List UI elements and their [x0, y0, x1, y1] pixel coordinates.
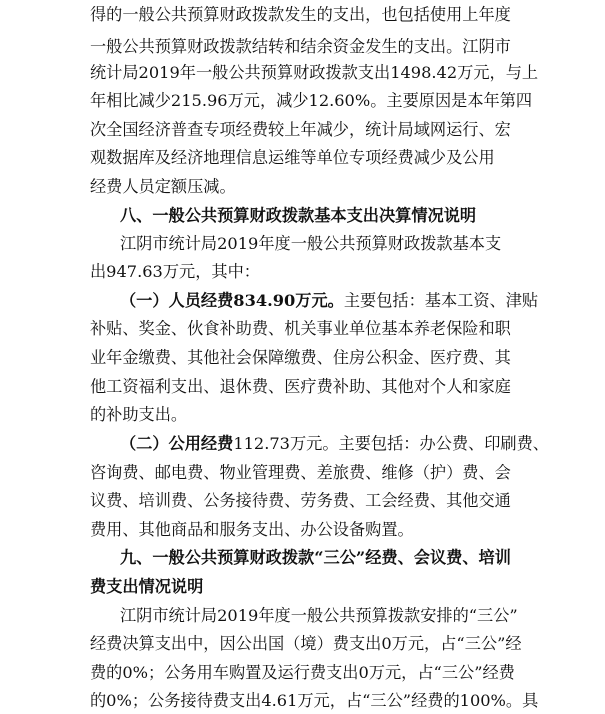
body-text-line: 年相比减少215.96万元，减少12.60%。主要原因是本年第四	[90, 91, 533, 110]
body-text-line: 补贴、奖金、伙食补助费、机关事业单位基本养老保险和职	[90, 319, 511, 338]
list-item-amount: 112.73万元。	[233, 434, 339, 453]
body-text-line: 经费决算支出中，因公出国（境）费支出0万元，占“三公”经	[90, 634, 522, 653]
body-text-line: 他工资福利支出、退休费、医疗费补助、其他对个人和家庭	[90, 377, 511, 396]
body-text-line: 一般公共预算财政拨款结转和结余资金发生的支出。江阴市	[90, 37, 511, 56]
body-text-line: 的补助支出。	[90, 405, 188, 424]
body-text-line: 江阴市统计局2019年度一般公共预算财政拨款基本支	[120, 234, 502, 253]
body-text-line: 费的0%；公务用车购置及运行费支出0万元，占“三公”经费	[90, 663, 515, 682]
body-text-line: 江阴市统计局2019年度一般公共预算拨款安排的“三公”	[120, 606, 518, 625]
section-heading: 八、一般公共预算财政拨款基本支出决算情况说明	[120, 206, 477, 225]
list-item-label: （二）公用经费	[120, 434, 234, 453]
body-text-line: 统计局2019年一般公共预算财政拨款支出1498.42万元，与上	[90, 63, 539, 82]
body-text-line: 业年金缴费、其他社会保障缴费、住房公积金、医疗费、其	[90, 348, 511, 367]
section-heading: 九、一般公共预算财政拨款“三公”经费、会议费、培训	[120, 548, 511, 567]
list-item-text: 主要包括：办公费、印刷费、	[338, 434, 549, 453]
list-item-label: （一）人员经费834.90万元。	[120, 291, 344, 310]
list-item-public	[120, 431, 549, 457]
body-text-line: 次全国经济普查专项经费较上年减少，统计局域网运行、宏	[90, 120, 511, 139]
section-heading-cont: 费支出情况说明	[90, 577, 204, 596]
body-text-line: 出947.63万元，其中：	[90, 262, 260, 281]
body-text-line: 咨询费、邮电费、物业管理费、差旅费、维修（护）费、会	[90, 463, 511, 482]
body-text-line: 议费、培训费、公务接待费、劳务费、工会经费、其他交通	[90, 491, 511, 510]
body-text-line: 的0%；公务接待费支出4.61万元，占“三公”经费的100%。具	[90, 691, 539, 710]
body-text-line: 经费人员定额压减。	[90, 177, 236, 196]
body-text-line: 费用、其他商品和服务支出、办公设备购置。	[90, 520, 414, 539]
body-text-line: 观数据库及经济地理信息运维等单位专项经费减少及公用	[90, 148, 495, 167]
body-text-line: 得的一般公共预算财政拨款发生的支出，也包括使用上年度	[90, 5, 511, 24]
list-item-personnel	[120, 288, 538, 314]
list-item-text: 主要包括：基本工资、津贴	[343, 291, 539, 310]
